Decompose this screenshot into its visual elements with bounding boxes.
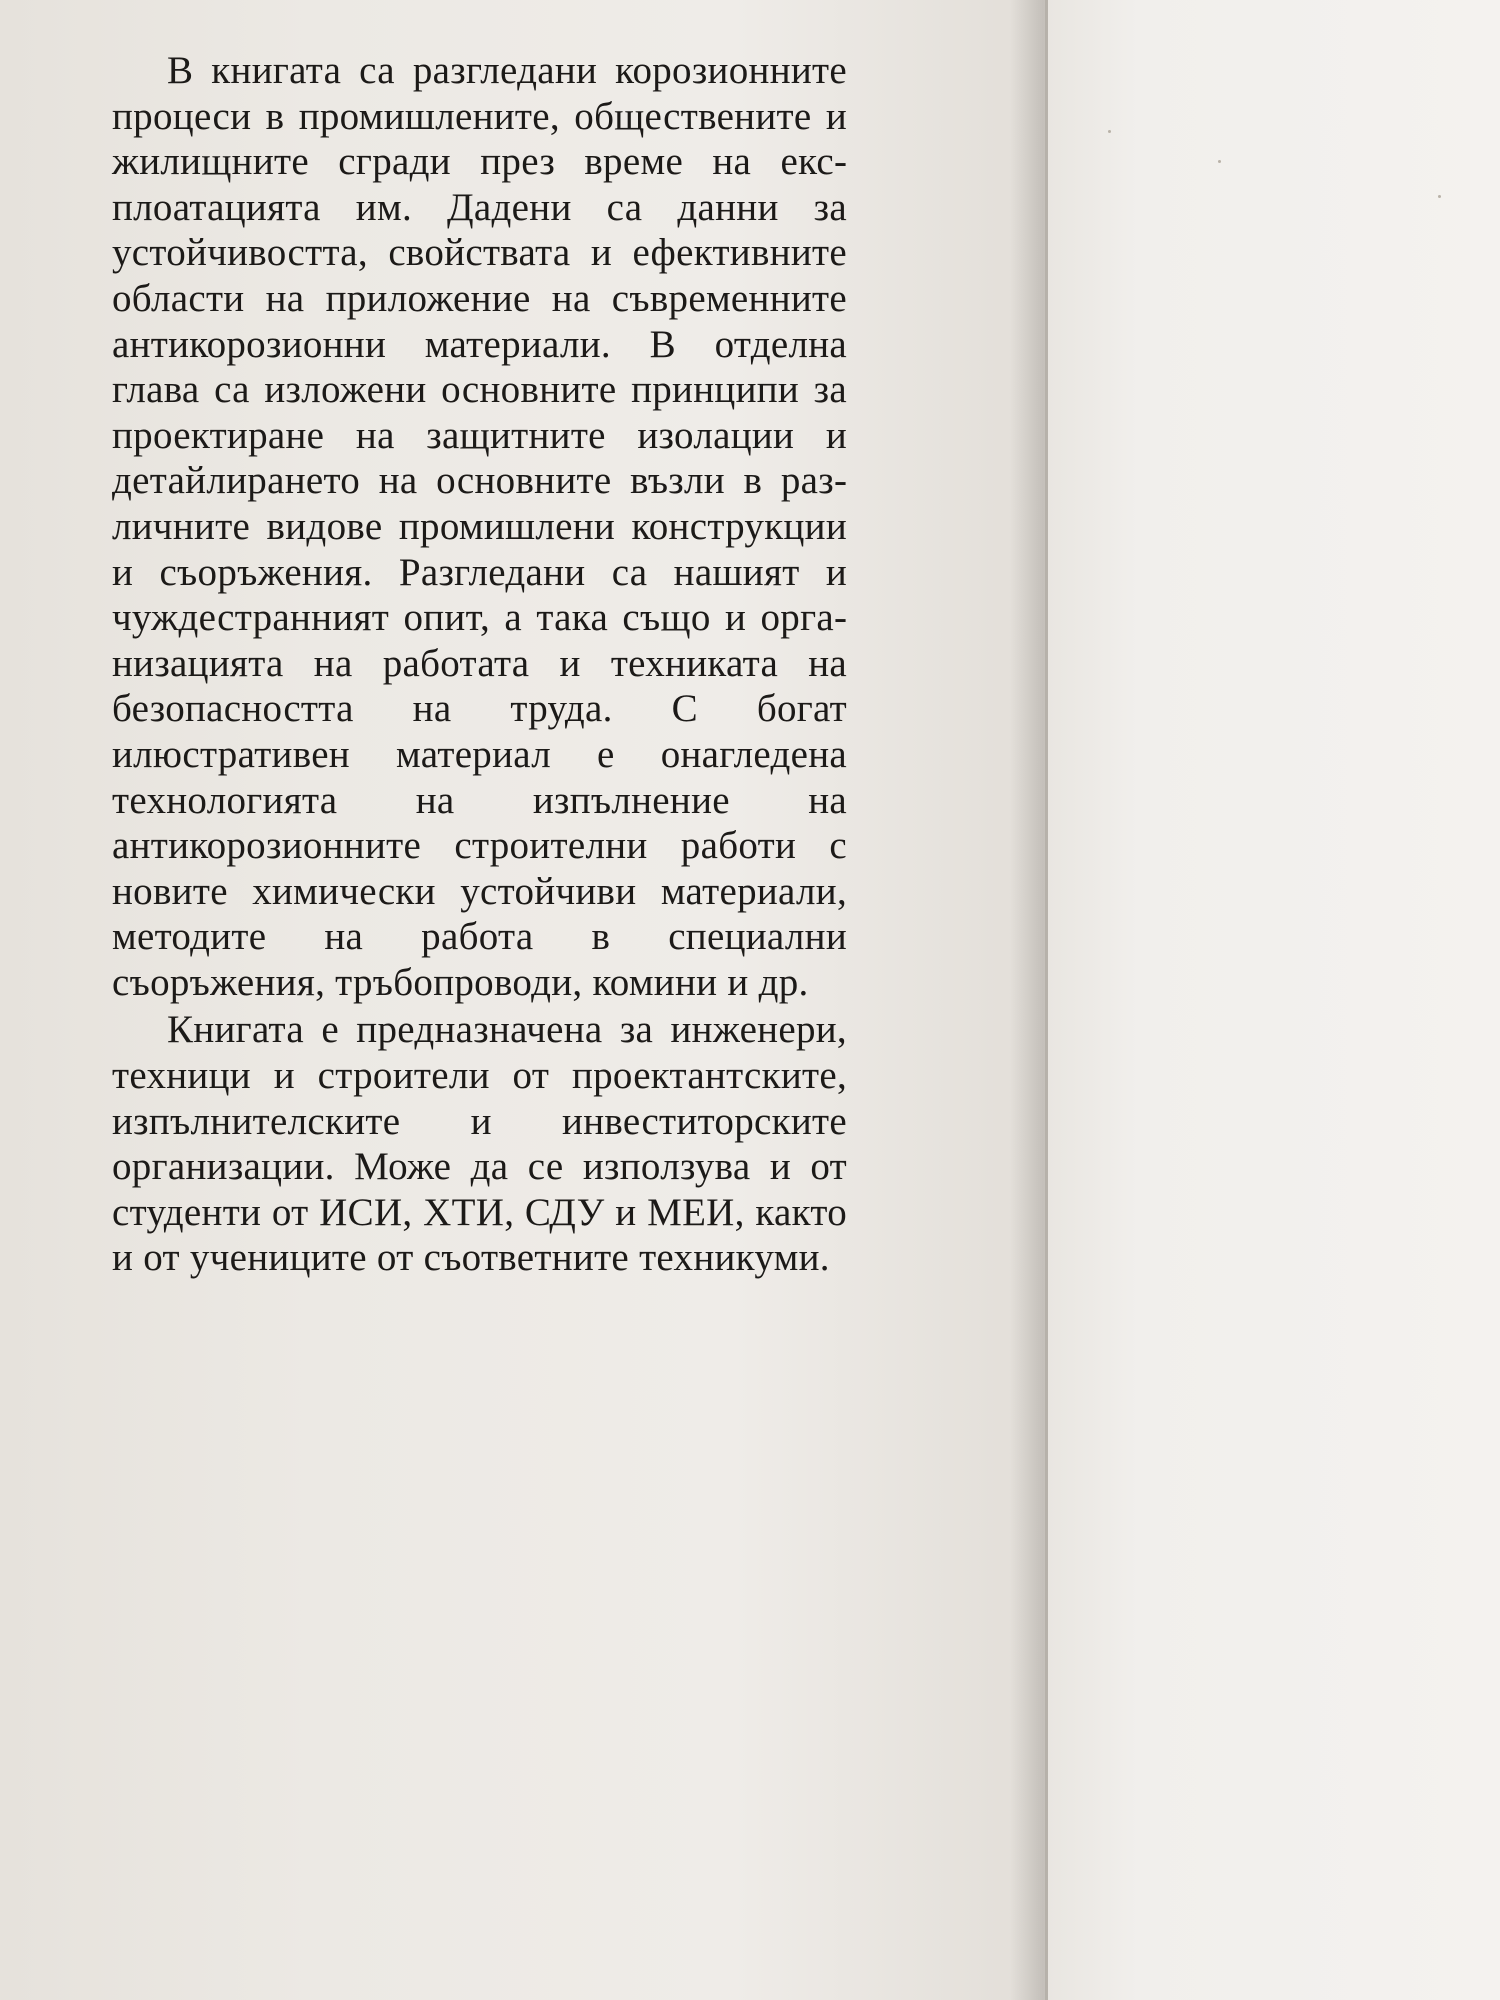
paragraph-description: В книгата са разгледани корозионните процеси в промишлените, обществените и жилищните сгради през време на експлоатацията им. Дадени са данни за устойчивостта, свойствата и ефективните области на приложение на съвременните антикорозионни материали. В отделна глава са изложени основните принципи за проектиране на защитните изолации и детайлирането на основните възли в различните видове промишлени конструкции и съоръжения. Разгледани са нашият и чуждестранният опит, а така също и организацията на работата и техниката на безопасността на труда. С богат илюстративен материал е онагледена технологията на изпълнение на антикорозионните строителни работи с новите химически устойчиви материали, методите на работа в специални съоръжения, тръбопроводи, комини и др.	[112, 49, 847, 1004]
paragraph-audience: Книгата е предназначена за инженери, техници и строители от проектантските, изпълнителските и инвеститорските организации. Може да се използува и от студенти от ИСИ, ХТИ, СДУ и МЕИ, както и от учениците от съответните техникуми.	[112, 1008, 847, 1280]
right-page	[1048, 0, 1500, 2000]
annotation-text-block	[112, 48, 847, 1281]
paper-speck	[1218, 160, 1221, 163]
paper-speck	[1438, 195, 1441, 198]
paper-speck	[1108, 130, 1111, 133]
